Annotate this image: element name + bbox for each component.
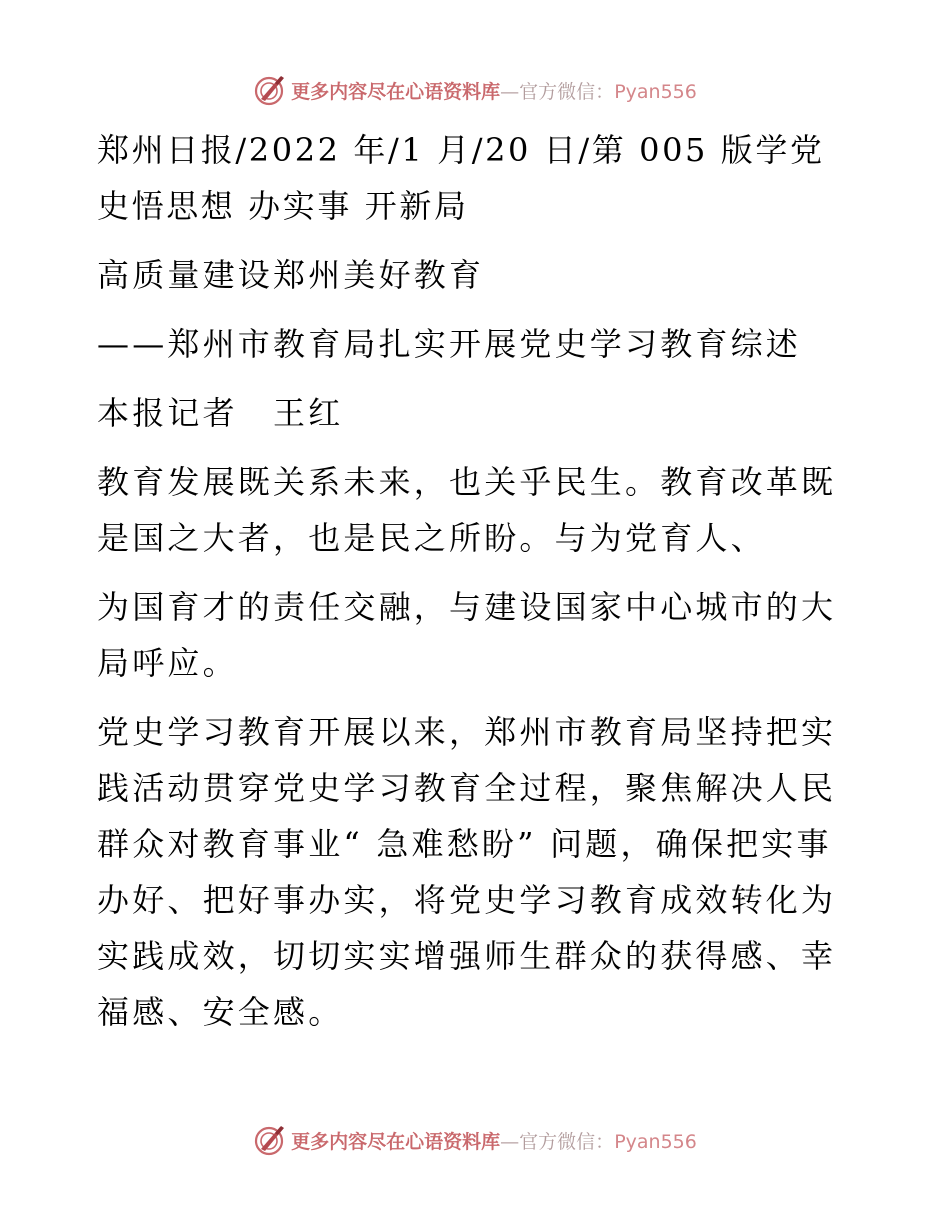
- watermark-contact-id: Pyan556: [614, 1130, 697, 1153]
- watermark-bottom: [0, 1120, 950, 1160]
- quill-logo-icon: [253, 1123, 287, 1157]
- article-dateline: 郑州日报/2022 年/1 月/20 日/第 005 版学党史悟思想 办实事 开新局: [97, 131, 825, 225]
- article-paragraph: 教育发展既关系未来，也关乎民生。教育改革既是国之大者，也是民之所盼。与为党育人、: [97, 463, 837, 557]
- watermark-separator: —: [500, 1130, 520, 1153]
- watermark-text: [291, 77, 697, 104]
- watermark-brand: 更多内容尽在心语资料库: [291, 1130, 501, 1153]
- watermark-brand: 更多内容尽在心语资料库: [291, 80, 501, 103]
- article-headline: 高质量建设郑州美好教育: [97, 256, 485, 294]
- watermark-separator: —: [500, 80, 520, 103]
- watermark-top: [0, 70, 950, 110]
- watermark-text: [291, 1127, 697, 1154]
- watermark-contact-id: Pyan556: [614, 80, 697, 103]
- article-body: [97, 122, 857, 1040]
- article-paragraph: 党史学习教育开展以来，郑州市教育局坚持把实践活动贯穿党史学习教育全过程，聚焦解决人民群众对教育事业“ 急难愁盼” 问题，确保把实事办好、把好事办实，将党史学习教育成效转化为实践成效，切切实实增强师生群众的获得感、幸福感、安全感。: [97, 713, 837, 1031]
- watermark-contact-label: 官方微信：: [519, 1130, 615, 1153]
- quill-logo-icon: [253, 73, 287, 107]
- article-byline: 本报记者 王红: [97, 394, 344, 432]
- watermark-contact-label: 官方微信：: [519, 80, 615, 103]
- article-paragraph: 为国育才的责任交融，与建设国家中心城市的大局呼应。: [97, 588, 837, 682]
- article-subheadline: ——郑州市教育局扎实开展党史学习教育综述: [97, 325, 802, 363]
